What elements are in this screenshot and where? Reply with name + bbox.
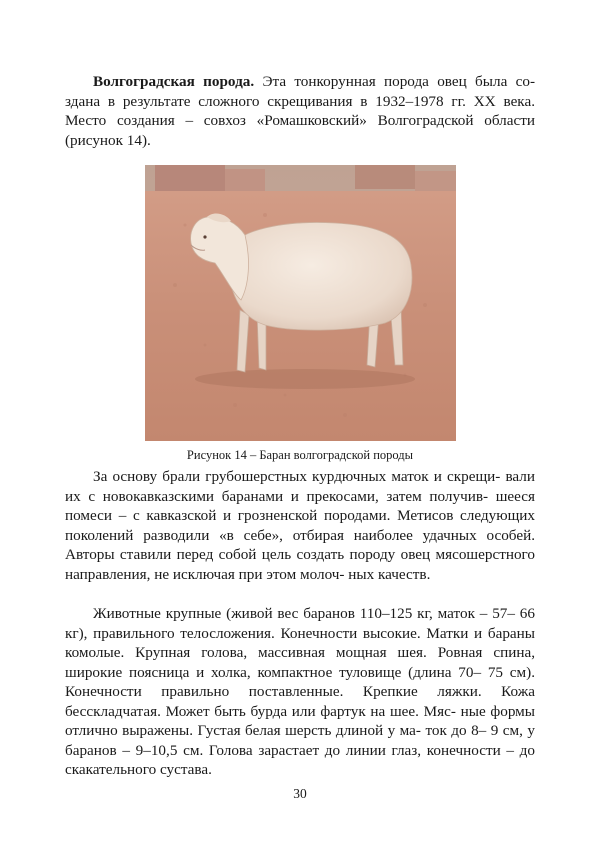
ram-photo xyxy=(145,165,456,441)
sheep-body xyxy=(229,222,412,330)
body-paragraph-2 xyxy=(65,604,535,780)
building-left-2 xyxy=(225,169,265,191)
building-right xyxy=(355,165,415,189)
building-right-2 xyxy=(415,171,456,191)
sheep-shadow xyxy=(195,369,415,389)
figure-caption: Рисунок 14 – Баран волгоградской породы xyxy=(186,448,414,462)
sheep-eye xyxy=(203,235,206,238)
page-number: 30 xyxy=(293,786,307,801)
building-left xyxy=(155,165,225,195)
breed-heading: Волгоградская порода. xyxy=(93,73,255,90)
body-paragraph-1-text: За основу брали грубошерстных курдючных маток и скрещи- вали их с новокавказскими баранами и прекосами, затем получив- шееся помеси – с кавказской и грозненской породами. Метисов следующих поколений разводили «в себе», отбирая наиболее удачных особей. Авторы ставили перед собой цель создать породу овец мясошерстного направления, не исключая при этом молоч- ных качеств. xyxy=(65,468,535,583)
intro-text: Эта тонкорунная порода овец была со- здана в результате сложного скрещивания в 1932–1978 гг. XX века. Место создания – совхоз «Ромашковский» Волгоградской области (рисунок 14). xyxy=(65,73,535,149)
figure-sheep-photo xyxy=(145,165,456,441)
body-paragraph-1 xyxy=(65,467,535,584)
intro-paragraph xyxy=(65,72,535,150)
body-paragraph-2-text: Животные крупные (живой вес баранов 110–125 кг, маток – 57– 66 кг), правильного телосложения. Конечности высокие. Матки и бараны комолые. Крупная голова, массивная мощная шея. Ровная спина, широкие поясница и холка, компактное туловище (длина 70– 75 см). Конечности правильно поставленные. Крепкие ляжки. Кожа бесскладчатая. Может быть бурда или фартук на шее. Мяс- ные формы отлично выражены. Густая белая шерсть длиной у ма- ток до 8– 9 см, у баранов – 9–10,5 см. Голова зарастает до линии глаз, конечности – до скакательного сустава. xyxy=(65,605,535,778)
